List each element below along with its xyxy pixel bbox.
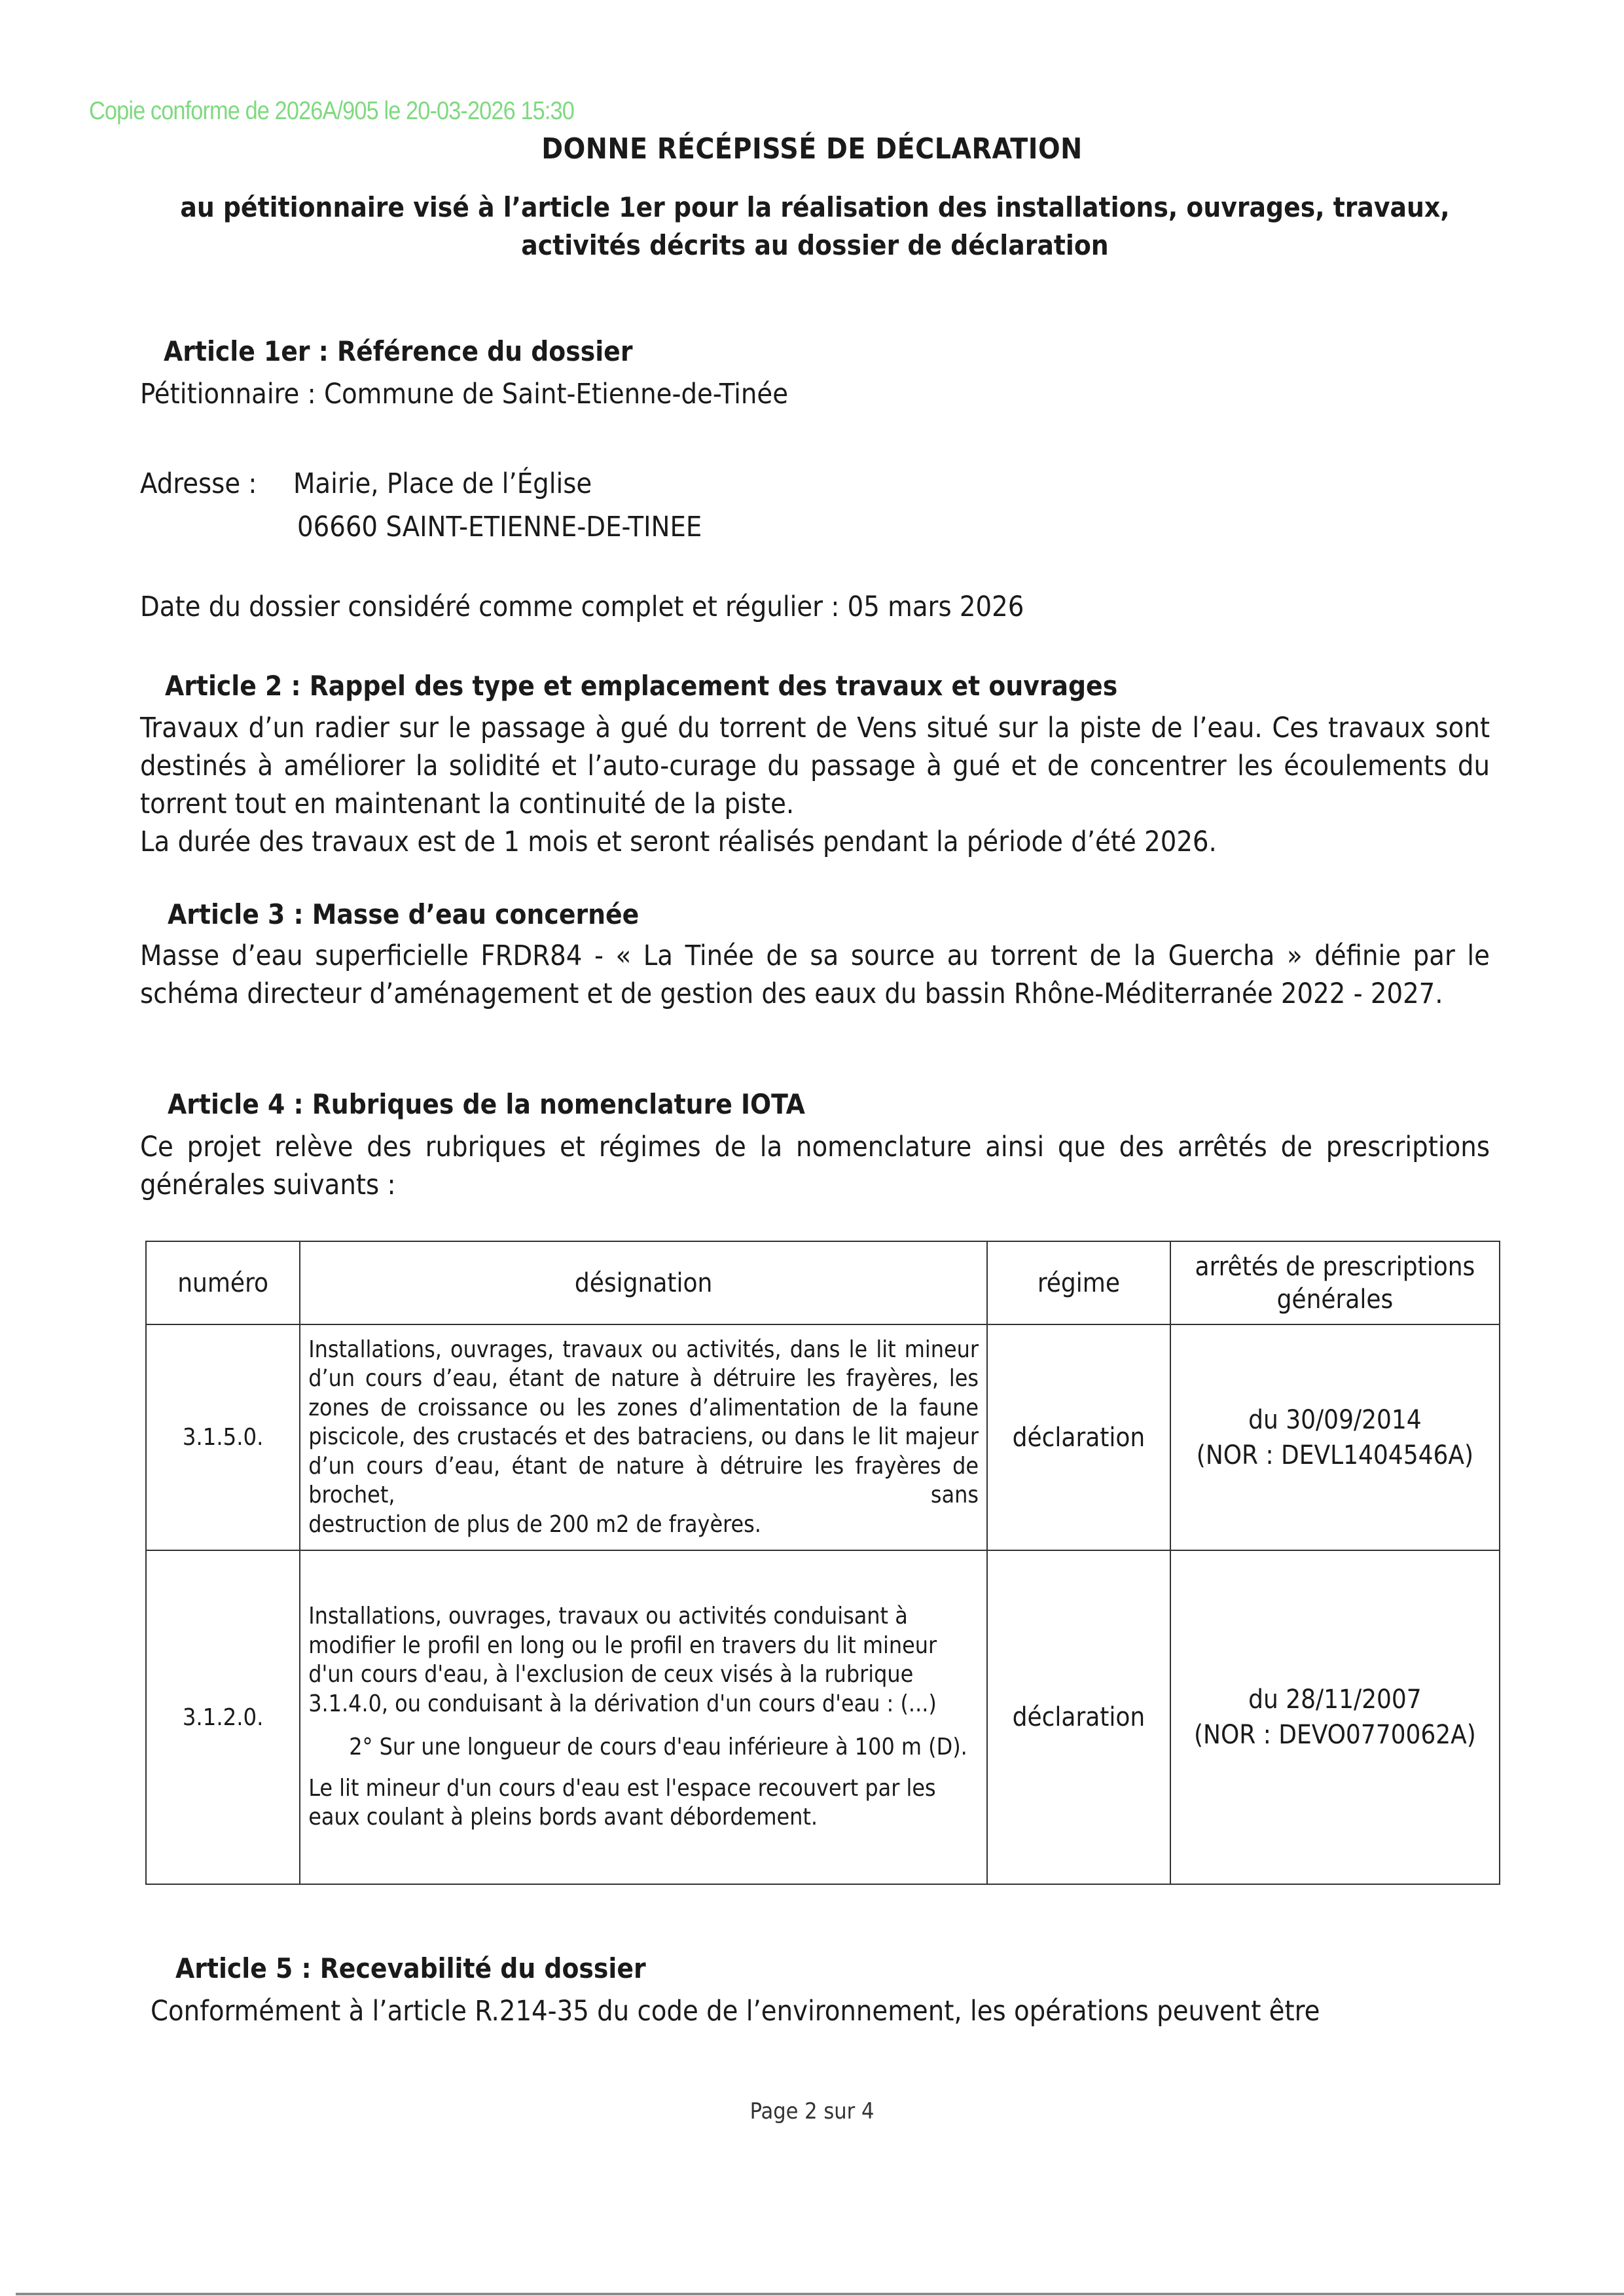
scan-bottom-edge-divider [16,2293,1624,2295]
designation-text-end: destruction de plus de 200 m2 de frayères. [308,1510,761,1538]
designation-text: Installations, ouvrages, travaux ou activités, dans le lit mineur d’un cours d’eau, étant de nature à détruire les frayères, les zones de croissance ou les zones d’alimentation de la faune piscicole, des crustacés et des batraciens, ou dans le lit majeur d’un cours d’eau, étant de nature à détruire les frayères de brochet, sans [308,1336,979,1509]
subtitle-line-1: au pétitionnaire visé à l’article 1er pour la réalisation des installations, ouvrages, travaux, [180,191,1450,223]
address-line-1: Mairie, Place de l’Église [293,467,592,500]
article-4-paragraph: Ce projet relève des rubriques et régimes de la nomenclature ainsi que des arrêtés de prescriptions générales suivants : [140,1131,1490,1201]
rubrique-number: 3.1.2.0. [146,1550,300,1884]
arrete-date: du 30/09/2014 [1248,1404,1422,1435]
arrete-nor: (NOR : DEVL1404546A) [1196,1440,1474,1470]
rubrique-regime: déclaration [987,1324,1170,1550]
subtitle-line-2: activités décrits au dossier de déclaration [521,229,1109,261]
designation-note: Le lit mineur d'un cours d'eau est l'espace recouvert par les eaux coulant à pleins bords avant débordement. [308,1774,936,1831]
rubrique-number: 3.1.5.0. [146,1324,300,1550]
table-header-row [146,1241,1500,1324]
col-header-arretes-line-1: arrêtés de prescriptions [1195,1251,1475,1282]
page-subtitle [151,189,1479,264]
address-label: Adresse : [140,467,257,500]
certified-copy-stamp: Copie conforme de 2026A/905 le 20-03-2026 15:30 [89,97,574,125]
rubrique-designation [300,1550,987,1884]
petitionnaire-line: Pétitionnaire : Commune de Saint-Etienne-de-Tinée [140,378,789,410]
article-2-duration: La durée des travaux est de 1 mois et seront réalisés pendant la période d’été 2026. [140,826,1217,858]
table-row [146,1550,1500,1884]
col-header-regime: régime [987,1241,1170,1324]
table-row [146,1324,1500,1550]
rubrique-arrete [1170,1324,1500,1550]
article-1-heading: Article 1er : Référence du dossier [164,335,633,367]
col-header-numero: numéro [146,1241,300,1324]
rubrique-designation [300,1324,987,1550]
dossier-date-line: Date du dossier considéré comme complet et régulier : 05 mars 2026 [140,591,1024,623]
article-4-heading: Article 4 : Rubriques de la nomenclature IOTA [168,1088,805,1120]
col-header-arretes-line-2: générales [1276,1284,1394,1315]
article-3-heading: Article 3 : Masse d’eau concernée [168,898,640,930]
article-2-heading: Article 2 : Rappel des type et emplacement des travaux et ouvrages [165,670,1118,702]
page-number: Page 2 sur 4 [749,2098,875,2124]
col-header-arretes [1170,1241,1500,1324]
article-5-paragraph: Conformément à l’article R.214-35 du code de l’environnement, les opérations peuvent être [151,1995,1320,2028]
arrete-nor: (NOR : DEVO0770062A) [1194,1720,1476,1750]
address-line-2: 06660 SAINT-ETIENNE-DE-TINEE [297,511,702,543]
page-title: DONNE RÉCÉPISSÉ DE DÉCLARATION [541,132,1083,166]
article-2-paragraph: Travaux d’un radier sur le passage à gué du torrent de Vens situé sur la piste de l’eau. Ces travaux sont destinés à améliorer la solidité et l’auto-curage du passage à gué et de concentrer les écoulements du torrent tout en maintenant la continuité de la piste. [140,712,1490,820]
designation-item: 2° Sur une longueur de cours d'eau inférieure à 100 m (D). [349,1734,967,1761]
iota-rubriques-table [145,1241,1500,1885]
rubrique-regime: déclaration [987,1550,1170,1884]
rubrique-arrete [1170,1550,1500,1884]
article-3-paragraph: Masse d’eau superficielle FRDR84 - « La Tinée de sa source au torrent de la Guercha » définie par le schéma directeur d’aménagement et de gestion des eaux du bassin Rhône-Méditerranée 2022 - 2027. [140,939,1490,1010]
col-header-designation: désignation [300,1241,987,1324]
arrete-date: du 28/11/2007 [1248,1685,1422,1715]
designation-text: Installations, ouvrages, travaux ou activités conduisant à modifier le profil en long ou le profil en travers du lit mineur d'un cours d'eau, à l'exclusion de ceux visés à la rubrique 3.1.4.0, ou conduisant à la dérivation d'un cours d'eau : (...) [308,1603,937,1717]
article-5-heading: Article 5 : Recevabilité du dossier [175,1952,646,1984]
